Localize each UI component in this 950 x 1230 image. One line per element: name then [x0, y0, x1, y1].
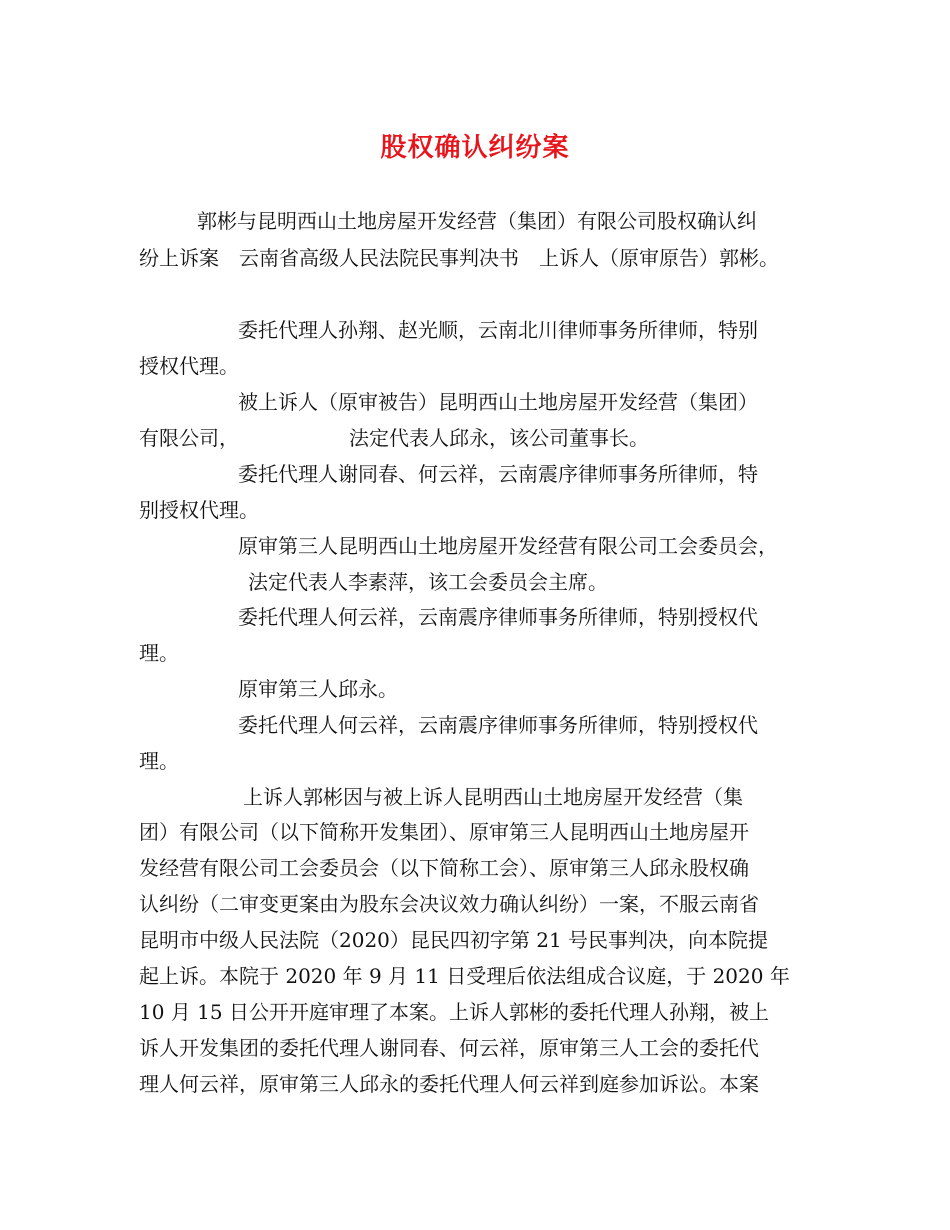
text-line: 理。 — [139, 749, 179, 773]
text-line: 团）有限公司（以下简称开发集团）、原审第三人昆明西山土地房屋开 — [139, 820, 749, 844]
text-line: 委托代理人何云祥，云南震序律师事务所律师，特别授权代 — [238, 713, 758, 737]
text-line: 授权代理。 — [139, 354, 239, 378]
text-line: 原审第三人邱永。 — [238, 677, 398, 701]
document-title: 股权确认纠纷案 — [380, 133, 570, 163]
text-line: 原审第三人昆明西山土地房屋开发经营有限公司工会委员会， — [238, 534, 778, 558]
text-line: 10 月 15 日公开开庭审理了本案。上诉人郭彬的委托代理人孙翔，被上 — [139, 1000, 769, 1024]
text-line: 委托代理人孙翔、赵光顺，云南北川律师事务所律师，特别 — [238, 318, 758, 342]
text-line: 委托代理人谢同春、何云祥，云南震序律师事务所律师，特 — [238, 462, 758, 486]
text-line: 起上诉。本院于 2020 年 9 月 11 日受理后依法组成合议庭，于 2020 年 — [139, 964, 790, 988]
text-line: 诉人开发集团的委托代理人谢同春、何云祥，原审第三人工会的委托代 — [139, 1036, 759, 1060]
text-line: 理人何云祥，原审第三人邱永的委托代理人何云祥到庭参加诉讼。本案 — [139, 1072, 759, 1096]
text-line: 理。 — [139, 641, 179, 665]
text-line: 上诉人郭彬因与被上诉人昆明西山土地房屋开发经营（集 — [243, 785, 743, 809]
text-line: 被上诉人（原审被告）昆明西山土地房屋开发经营（集团） — [238, 390, 758, 414]
text-line: 郭彬与昆明西山土地房屋开发经营（集团）有限公司股权确认纠 — [197, 209, 757, 233]
text-line: 纷上诉案 云南省高级人民法院民事判决书 上诉人（原审原告）郭彬。 — [139, 246, 779, 270]
text-line: 法定代表人李素萍，该工会委员会主席。 — [248, 570, 608, 594]
text-line: 认纠纷（二审变更案由为股东会决议效力确认纠纷）一案，不服云南省 — [139, 892, 759, 916]
text-line: 有限公司， 法定代表人邱永，该公司董事长。 — [139, 426, 649, 450]
text-line: 发经营有限公司工会委员会（以下简称工会）、原审第三人邱永股权确 — [139, 856, 749, 880]
text-line: 别授权代理。 — [139, 498, 259, 522]
text-line: 委托代理人何云祥，云南震序律师事务所律师，特别授权代 — [238, 605, 758, 629]
text-line: 昆明市中级人民法院（2020）昆民四初字第 21 号民事判决，向本院提 — [139, 928, 769, 952]
